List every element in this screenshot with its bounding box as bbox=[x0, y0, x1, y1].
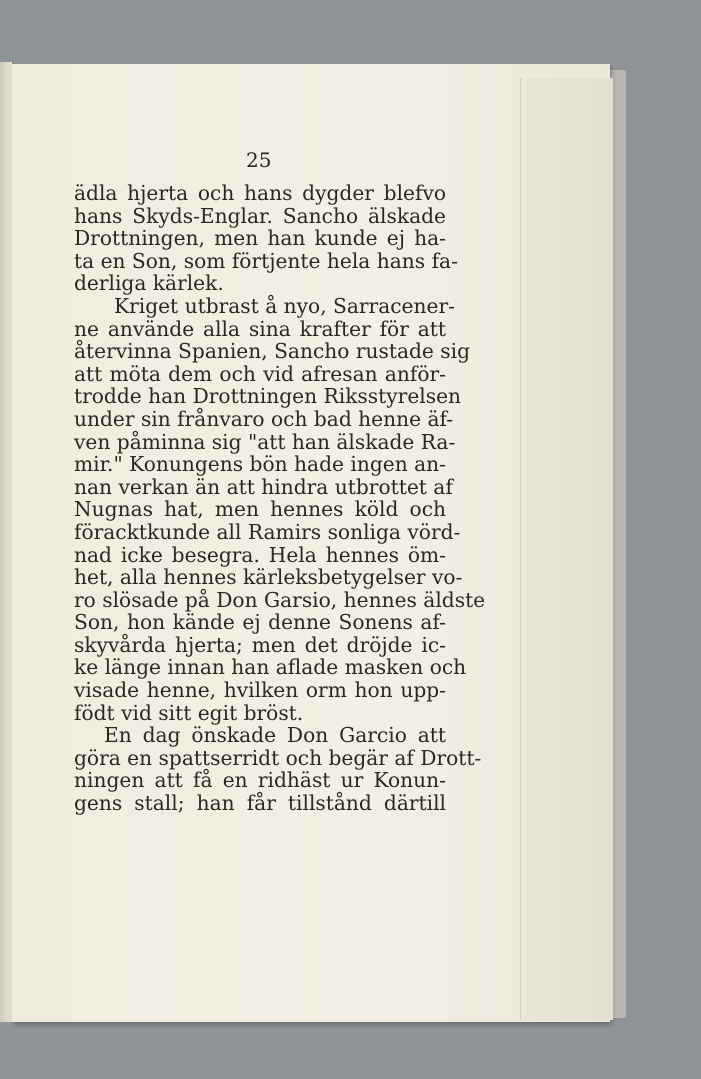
text-line: ven påminna sig "att han älskade Ra- bbox=[74, 429, 456, 454]
text-line: derliga kärlek. bbox=[74, 271, 224, 296]
text-line: ne använde alla sina krafter för att bbox=[74, 316, 446, 341]
text-line: göra en spattserridt och begär af Drott- bbox=[74, 745, 482, 770]
text-line: nad icke besegra. Hela hennes öm- bbox=[74, 542, 446, 567]
text-line: födt vid sitt egit bröst. bbox=[74, 700, 304, 725]
text-line: under sin frånvaro och bad henne äf- bbox=[74, 406, 454, 431]
text-line: het, alla hennes kärleksbetygelser vo- bbox=[74, 565, 463, 590]
text-line: Son, hon kände ej denne Sonens af- bbox=[74, 610, 446, 635]
text-line: ädla hjerta och hans dygder blefvo bbox=[74, 181, 446, 205]
text-line: ke länge innan han aflade masken och bbox=[74, 655, 467, 680]
text-line: hans Skyds-Englar. Sancho älskade bbox=[74, 203, 446, 228]
text-line: skyvårda hjerta; men det dröjde ic- bbox=[74, 632, 446, 657]
text-line: föracktkunde all Ramirs sonliga vörd- bbox=[74, 519, 461, 544]
text-line: Drottningen, men han kunde ej ha- bbox=[74, 226, 446, 251]
text-line: En dag önskade Don Garcio att bbox=[104, 723, 446, 748]
text-line: gens stall; han får tillstånd därtill bbox=[74, 791, 446, 816]
text-line: att möta dem och vid afresan anför- bbox=[74, 361, 446, 386]
body-text bbox=[74, 181, 486, 816]
text-line: mir." Konungens bön hade ingen an- bbox=[74, 452, 446, 477]
text-line: nan verkan än att hindra utbrottet af bbox=[74, 474, 453, 499]
text-line: återvinna Spanien, Sancho rustade sig bbox=[74, 339, 471, 364]
page-fore-edge bbox=[520, 78, 613, 1020]
text-line: trodde han Drottningen Riksstyrelsen bbox=[74, 384, 462, 409]
text-line: visade henne, hvilken orm hon upp- bbox=[74, 678, 446, 703]
text-line: ro slösade på Don Garsio, hennes äldste bbox=[74, 587, 486, 612]
page-number: 25 bbox=[246, 148, 272, 172]
text-line: ningen att få en ridhäst ur Konun- bbox=[74, 768, 446, 793]
text-line: ta en Son, som förtjente hela hans fa- bbox=[74, 248, 458, 273]
text-line: Nugnas hat, men hennes köld och bbox=[74, 497, 446, 522]
text-line: Kriget utbrast å nyo, Sarracener- bbox=[114, 293, 455, 318]
